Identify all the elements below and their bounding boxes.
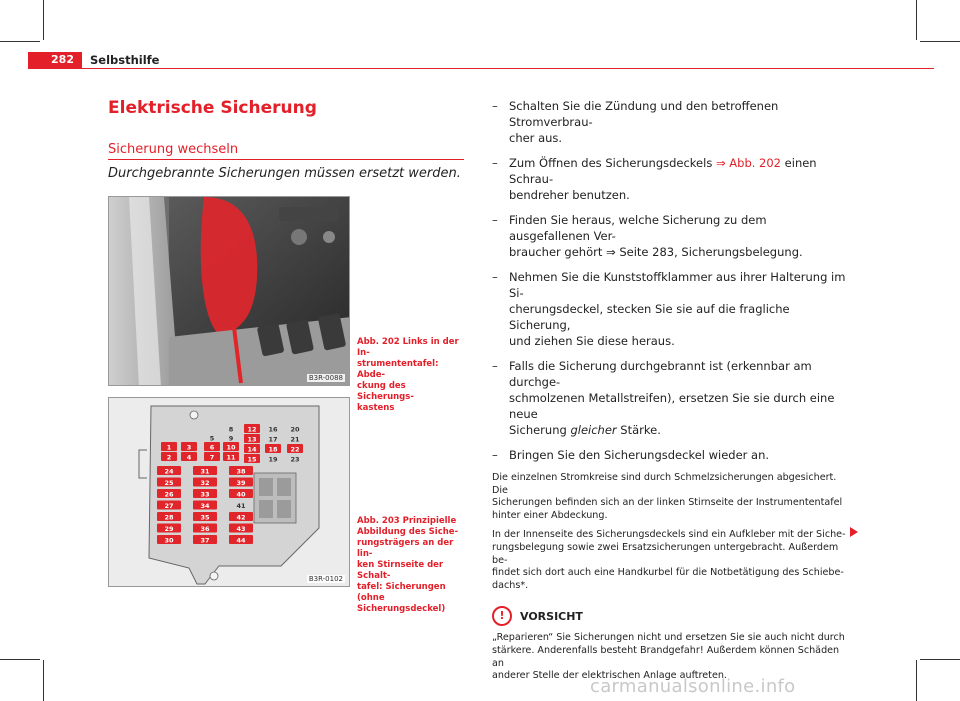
fuse-label: 29 — [164, 524, 174, 533]
fuse-label: 41 — [236, 501, 246, 510]
section-title: Elektrische Sicherung — [108, 98, 317, 118]
paragraph-line: findet sich dort auch eine Handkurbel für die Notbetätigung des Schiebe- — [492, 567, 844, 579]
step-line — [509, 155, 847, 187]
watermark: carmanualsonline.info — [590, 676, 796, 697]
paragraph-line: rungsbelegung sowie zwei Ersatzsicherungen untergebracht. Außerdem be- — [492, 541, 839, 566]
warning-line: anderer Stelle der elektrischen Anlage auftreten. — [492, 670, 727, 682]
fuse-label: 16 — [268, 425, 278, 434]
step-line: Schalten Sie die Zündung und den betroffenen Stromverbrau- — [509, 99, 779, 129]
right-column — [492, 98, 847, 690]
fuse-label: 11 — [226, 453, 236, 462]
instruction-step — [492, 358, 847, 438]
caption-line: Abbildung des Siche- — [357, 527, 459, 537]
step-line: schmolzenen Metallstreifen), ersetzen Sie sie durch eine neue — [509, 391, 835, 421]
fuse-label: 19 — [268, 455, 278, 464]
fuse-label: 39 — [236, 478, 246, 487]
fuse-label: 5 — [209, 434, 215, 443]
paragraph-line: Die einzelnen Stromkreise sind durch Schmelzsicherungen abgesichert. Die — [492, 472, 837, 496]
fuse-label: 17 — [268, 435, 278, 444]
fuse-label: 35 — [200, 513, 210, 522]
step-dash: – — [492, 448, 498, 462]
figure-caption — [357, 516, 463, 615]
body-paragraph — [492, 529, 847, 592]
fuse-label: 14 — [247, 445, 257, 454]
fuse-label: 34 — [200, 501, 210, 510]
subsection-title: Sicherung wechseln — [108, 142, 239, 157]
step-line: cher aus. — [509, 131, 563, 145]
instruction-step — [492, 155, 847, 203]
instruction-step — [492, 212, 847, 260]
crop-mark — [920, 659, 960, 660]
fuse-label: 25 — [164, 478, 174, 487]
step-dash: – — [492, 99, 498, 113]
caption-line: Abb. 203 Prinzipielle — [357, 516, 457, 526]
step-line: Falls die Sicherung durchgebrannt ist (erkennbar am durchge- — [509, 359, 812, 389]
warning-title: VORSICHT — [520, 609, 583, 623]
fuse-label: 40 — [236, 490, 246, 499]
fuse-label: 20 — [290, 425, 300, 434]
step-dash: – — [492, 359, 498, 373]
fuse-label: 12 — [247, 425, 257, 434]
body-paragraph — [492, 472, 847, 522]
paragraph-line: hinter einer Abdeckung. — [492, 509, 608, 521]
fuse-label: 6 — [209, 443, 215, 452]
paragraph-line: In der Innenseite des Sicherungsdeckels sind ein Aufkleber mit der Siche- — [492, 529, 846, 541]
caption-line: Sicherungsdeckel) — [357, 604, 446, 614]
fuse-label: 37 — [200, 536, 210, 545]
figure-code: B3R-0102 — [308, 575, 343, 583]
fuse-label: 4 — [186, 453, 192, 462]
fuse-label: 33 — [200, 490, 210, 499]
crop-mark — [43, 660, 44, 701]
continue-arrow-icon — [850, 527, 858, 537]
warning-header — [492, 606, 847, 626]
step-emphasis: gleicher — [570, 423, 617, 437]
step-dash: – — [492, 156, 498, 170]
crop-mark — [0, 659, 40, 660]
caption-line: kastens — [357, 403, 395, 413]
step-text: Zum Öffnen des Sicherungsdeckels — [509, 156, 716, 170]
caption-line: ckung des Sicherungs- — [357, 381, 414, 402]
caption-line: rungsträgers an der lin- — [357, 538, 454, 559]
fuse-label: 24 — [164, 467, 174, 476]
figure-dashboard-photo — [108, 196, 350, 386]
crop-mark — [920, 41, 960, 42]
subsection-rule — [108, 159, 464, 160]
step-line: Finden Sie heraus, welche Sicherung zu dem ausgefallenen Ver- — [509, 213, 767, 243]
figure-caption — [357, 337, 463, 414]
fuse-label: 43 — [236, 524, 246, 533]
step-text: Stärke. — [616, 423, 661, 437]
warning-line: stärkere. Anderenfalls besteht Brandgefahr! Außerdem können Schäden an — [492, 644, 840, 669]
instruction-step — [492, 269, 847, 349]
fuse-label: 38 — [236, 467, 246, 476]
page-number: 282 — [28, 52, 82, 68]
crop-mark — [0, 41, 40, 42]
running-header: Selbsthilfe — [90, 53, 160, 67]
dashboard-illustration — [109, 197, 350, 386]
crop-mark — [916, 0, 917, 40]
fuse-label: 22 — [290, 445, 300, 454]
caption-line: ken Stirnseite der Schalt- — [357, 560, 444, 581]
fuse-label: 30 — [164, 536, 174, 545]
fuse-label: 9 — [228, 434, 234, 443]
fuse-label: 2 — [166, 453, 172, 462]
fuse-label: 15 — [247, 455, 257, 464]
header-rule — [28, 68, 934, 69]
fuse-label: 27 — [164, 501, 174, 510]
figure-code: B3R-0088 — [308, 374, 343, 382]
warning-line: „Reparieren“ Sie Sicherungen nicht und ersetzen Sie sie auch nicht durch — [492, 632, 845, 644]
fuse-label: 10 — [226, 443, 236, 452]
fuse-label: 7 — [209, 453, 215, 462]
fuse-label: 18 — [268, 445, 278, 454]
crop-mark — [43, 0, 44, 40]
fuse-label: 1 — [166, 443, 172, 452]
crop-mark — [916, 660, 917, 701]
fuse-box-illustration — [109, 398, 350, 587]
paragraph-line: Sicherungen befinden sich an der linken Stirnseite der Instrumententafel — [492, 497, 843, 509]
step-text: Sicherung — [509, 423, 571, 437]
fuse-label: 8 — [228, 425, 234, 434]
step-line — [509, 422, 847, 438]
step-line: braucher gehört ⇒ Seite 283, Sicherungsbelegung. — [509, 245, 803, 259]
fuse-label: 36 — [200, 524, 210, 533]
warning-icon: ! — [492, 606, 512, 626]
figure-fuse-box — [108, 397, 350, 587]
fuse-label: 3 — [186, 443, 192, 452]
step-dash: – — [492, 270, 498, 284]
step-line: und ziehen Sie diese heraus. — [509, 334, 675, 348]
caption-line: strumententafel: Abde- — [357, 359, 439, 380]
fuse-label: 26 — [164, 490, 174, 499]
fuse-label: 32 — [200, 478, 210, 487]
caption-line: tafel: Sicherungen (ohne — [357, 582, 446, 603]
fuse-label: 23 — [290, 455, 300, 464]
instruction-step — [492, 447, 847, 463]
caption-line: Abb. 202 Links in der In- — [357, 337, 459, 358]
fuse-label: 28 — [164, 513, 174, 522]
paragraph-line: dachs*. — [492, 579, 529, 591]
fuse-label: 44 — [236, 536, 246, 545]
step-text: einen Schrau- — [509, 156, 817, 186]
fuse-label: 42 — [236, 513, 246, 522]
step-line: Nehmen Sie die Kunststoffklammer aus ihrer Halterung im Si- — [509, 270, 846, 300]
fuse-label: 21 — [290, 435, 300, 444]
fuse-label: 31 — [200, 467, 210, 476]
step-line: Bringen Sie den Sicherungsdeckel wieder an. — [509, 448, 770, 462]
instruction-step — [492, 98, 847, 146]
fuse-label: 13 — [247, 435, 257, 444]
lead-text: Durchgebrannte Sicherungen müssen ersetzt werden. — [108, 166, 461, 181]
step-line: cherungsdeckel, stecken Sie sie auf die fragliche Sicherung, — [509, 302, 790, 332]
step-dash: – — [492, 213, 498, 227]
step-line: bendreher benutzen. — [509, 188, 630, 202]
figure-reference-link[interactable]: ⇒ Abb. 202 — [715, 156, 782, 170]
